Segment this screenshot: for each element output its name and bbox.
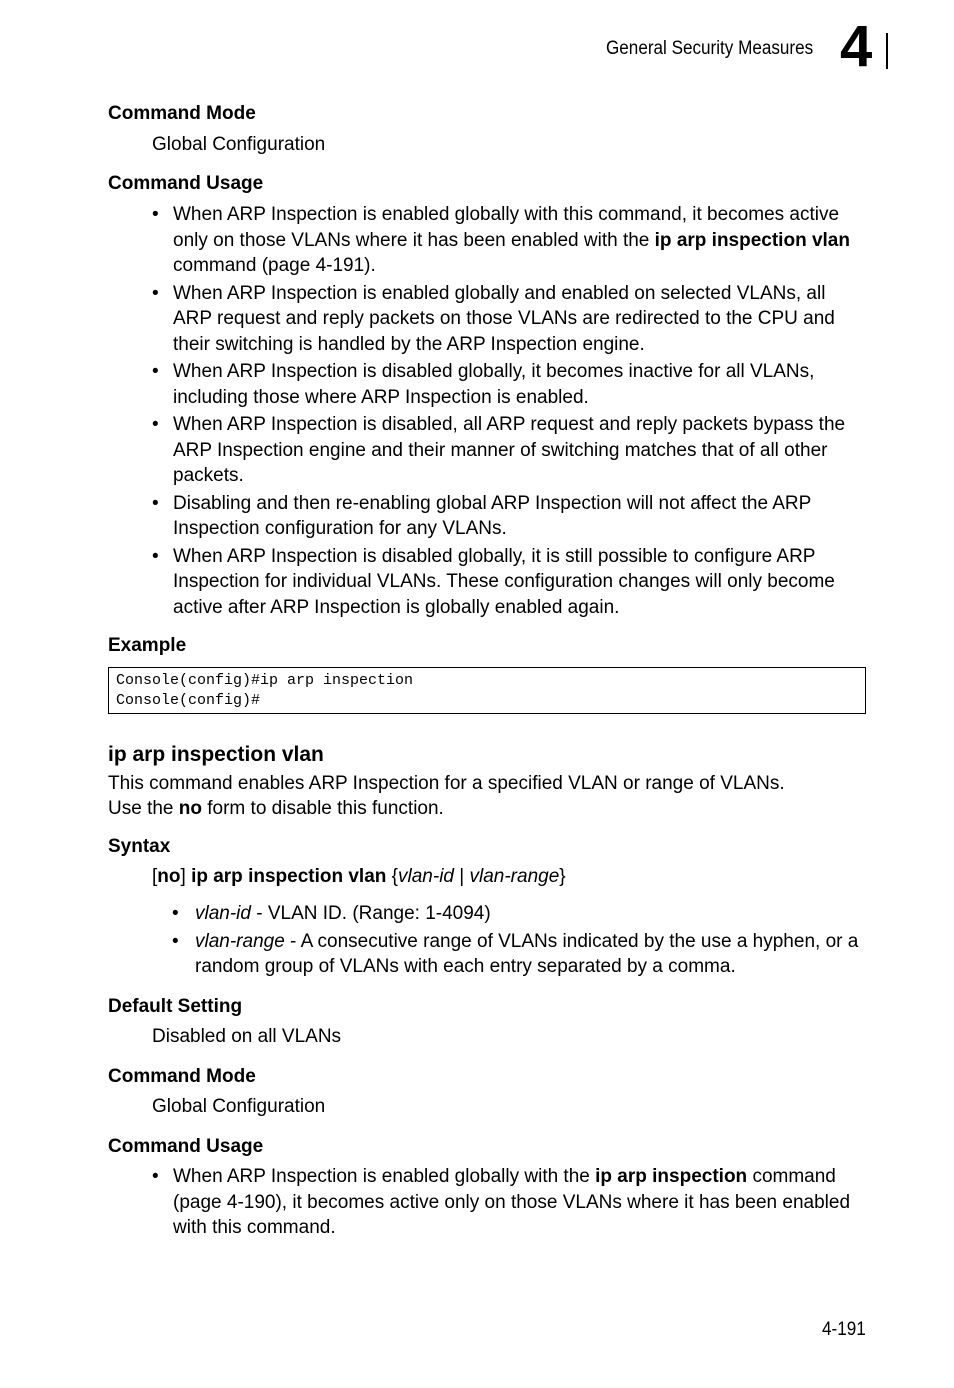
chapter-number: 4 xyxy=(840,14,873,79)
command-mode-heading-2: Command Mode xyxy=(108,1066,256,1087)
example-heading: Example xyxy=(108,635,187,656)
running-header: General Security Measures xyxy=(606,38,814,59)
parameter-item: • vlan-range - A consecutive range of VLANs indicated by the use a hyphen, or a random group of VLANs with each entry separated by a comma. xyxy=(172,929,872,980)
parameter-item: • vlan-id - VLAN ID. (Range: 1-4094) xyxy=(172,901,872,927)
default-setting-value: Disabled on all VLANs xyxy=(152,1026,342,1047)
usage-item: • When ARP Inspection is enabled globally with the ip arp inspection command (page 4-190), it becomes active only on those VLANs where it has been enabled with this command. xyxy=(150,1164,866,1241)
chapter-bar xyxy=(886,33,888,69)
usage-item: • When ARP Inspection is enabled globally and enabled on selected VLANs, all ARP request and reply packets on those VLANs are redirected to the CPU and their switching is handled by the ARP Inspection engine. xyxy=(150,281,866,358)
usage-list xyxy=(150,202,866,622)
command-mode-value-2: Global Configuration xyxy=(152,1096,326,1117)
code-line: Console(config)#ip arp inspection xyxy=(116,672,414,689)
code-example xyxy=(108,667,866,714)
usage-list-2 xyxy=(150,1164,866,1243)
default-setting-heading: Default Setting xyxy=(108,996,243,1017)
command-mode-heading: Command Mode xyxy=(108,103,256,124)
usage-item: • Disabling and then re-enabling global ARP Inspection will not affect the ARP Inspection configuration for any VLANs. xyxy=(150,491,866,542)
command-usage-heading-2: Command Usage xyxy=(108,1136,264,1157)
page-number: 4-191 xyxy=(822,1319,866,1340)
usage-item: • When ARP Inspection is disabled globally, it is still possible to configure ARP Inspection for individual VLANs. These configuration changes will only become active after ARP Inspection is globally enabled again. xyxy=(150,544,866,621)
usage-item: • When ARP Inspection is enabled globally with this command, it becomes active only on those VLANs where it has been enabled with the ip arp inspection vlan command (page 4-191). xyxy=(150,202,866,279)
usage-item: • When ARP Inspection is disabled globally, it becomes inactive for all VLANs, including those where ARP Inspection is enabled. xyxy=(150,359,866,410)
section-title: ip arp inspection vlan xyxy=(108,743,324,766)
syntax-heading: Syntax xyxy=(108,836,171,857)
section-description: This command enables ARP Inspection for a specified VLAN or range of VLANs. Use the no form to disable this function. xyxy=(108,773,785,819)
command-usage-heading: Command Usage xyxy=(108,173,264,194)
parameter-list xyxy=(172,901,872,982)
command-mode-value: Global Configuration xyxy=(152,134,326,155)
usage-item: • When ARP Inspection is disabled, all ARP request and reply packets bypass the ARP Inspection engine and their manner of switching matches that of all other packets. xyxy=(150,412,866,489)
code-line: Console(config)# xyxy=(116,692,261,709)
syntax-line: [no] ip arp inspection vlan {vlan-id | vlan-range} xyxy=(152,866,566,887)
